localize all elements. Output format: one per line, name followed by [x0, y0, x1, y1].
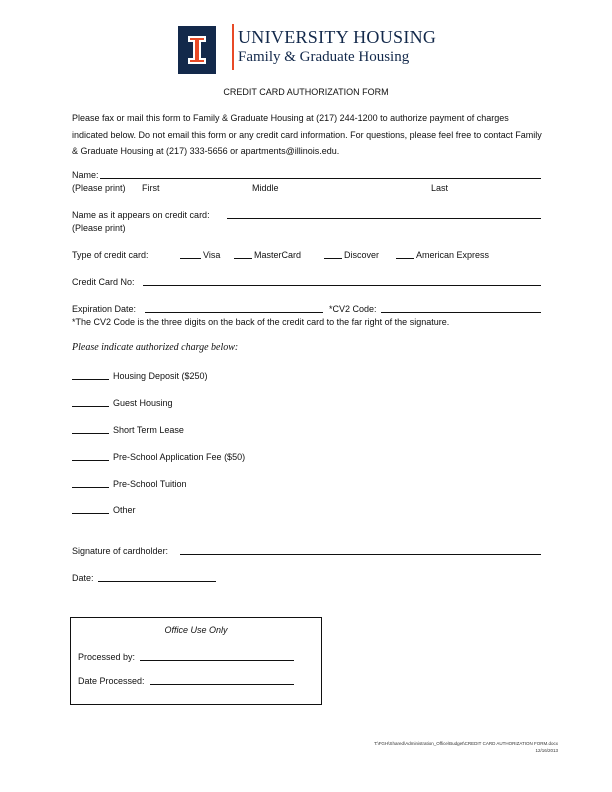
charge-short-term-lease: Short Term Lease: [113, 425, 184, 435]
org-title: UNIVERSITY HOUSING: [238, 27, 437, 47]
mastercard-option: MasterCard: [254, 250, 302, 260]
office-use-title: Office Use Only: [164, 625, 228, 635]
mastercard-checkbox-line[interactable]: [234, 258, 252, 259]
expiration-field[interactable]: [145, 312, 323, 313]
footer-file-path: T:\FGH\Shared\Administration_Office\Budget\CREDIT CARD AUTHORIZATION FORM.docx: [373, 741, 558, 746]
cv2-label: *CV2 Code:: [329, 304, 377, 314]
logo-separator: [232, 24, 234, 70]
name-field[interactable]: [100, 178, 541, 179]
first-name-caption: First: [142, 183, 160, 193]
date-processed-label: Date Processed:: [78, 676, 145, 686]
name-on-card-field[interactable]: [227, 218, 541, 219]
cv2-field[interactable]: [381, 312, 541, 313]
date-label: Date:: [72, 573, 94, 583]
date-processed-field[interactable]: [150, 684, 294, 685]
processed-by-label: Processed by:: [78, 652, 136, 662]
charge-preschool-app-fee: Pre-School Application Fee ($50): [113, 452, 246, 462]
charge-line-preschool-tuition[interactable]: [72, 487, 109, 488]
name-on-card-label: Name as it appears on credit card:: [72, 210, 210, 220]
visa-option: Visa: [203, 250, 221, 260]
charges-heading: Please indicate authorized charge below:: [72, 342, 239, 353]
charge-other: Other: [113, 505, 136, 515]
expiration-label: Expiration Date:: [72, 304, 137, 314]
block-i-icon: [179, 27, 215, 73]
charge-housing-deposit: Housing Deposit ($250): [113, 371, 208, 381]
charge-line-short-term-lease[interactable]: [72, 433, 109, 434]
form-title: CREDIT CARD AUTHORIZATION FORM: [223, 87, 389, 97]
card-number-field[interactable]: [143, 285, 541, 286]
discover-option: Discover: [344, 250, 380, 260]
name-label: Name:: [72, 170, 99, 180]
please-print-note-2: (Please print): [72, 223, 126, 233]
visa-checkbox-line[interactable]: [180, 258, 201, 259]
signature-field[interactable]: [180, 554, 541, 555]
signature-label: Signature of cardholder:: [72, 546, 169, 556]
amex-option: American Express: [416, 250, 490, 260]
charge-line-guest-housing[interactable]: [72, 406, 109, 407]
date-field[interactable]: [98, 581, 216, 582]
charge-line-housing-deposit[interactable]: [72, 379, 109, 380]
cv2-note: *The CV2 Code is the three digits on the back of the credit card to the far right of the signature.: [72, 317, 450, 327]
intro-paragraph: Please fax or mail this form to Family & Graduate Housing at (217) 244-1200 to authorize payment of charges indicated below. Do not email this form or any credit card information. For questions, please feel free to contact Family & Graduate Housing at (217) 333-5656 or apartments@illinois.edu.: [72, 113, 542, 156]
university-logo-block: [178, 26, 216, 74]
middle-name-caption: Middle: [252, 183, 279, 193]
org-subtitle: Family & Graduate Housing: [238, 49, 410, 65]
last-name-caption: Last: [431, 183, 449, 193]
footer-date: 12/16/2013: [535, 748, 558, 753]
charge-line-preschool-app-fee[interactable]: [72, 460, 109, 461]
discover-checkbox-line[interactable]: [324, 258, 342, 259]
processed-by-field[interactable]: [140, 660, 294, 661]
charge-line-other[interactable]: [72, 513, 109, 514]
charge-guest-housing: Guest Housing: [113, 398, 173, 408]
charge-preschool-tuition: Pre-School Tuition: [113, 479, 187, 489]
please-print-note: (Please print): [72, 183, 126, 193]
card-number-label: Credit Card No:: [72, 277, 135, 287]
card-type-label: Type of credit card:: [72, 250, 149, 260]
amex-checkbox-line[interactable]: [396, 258, 414, 259]
